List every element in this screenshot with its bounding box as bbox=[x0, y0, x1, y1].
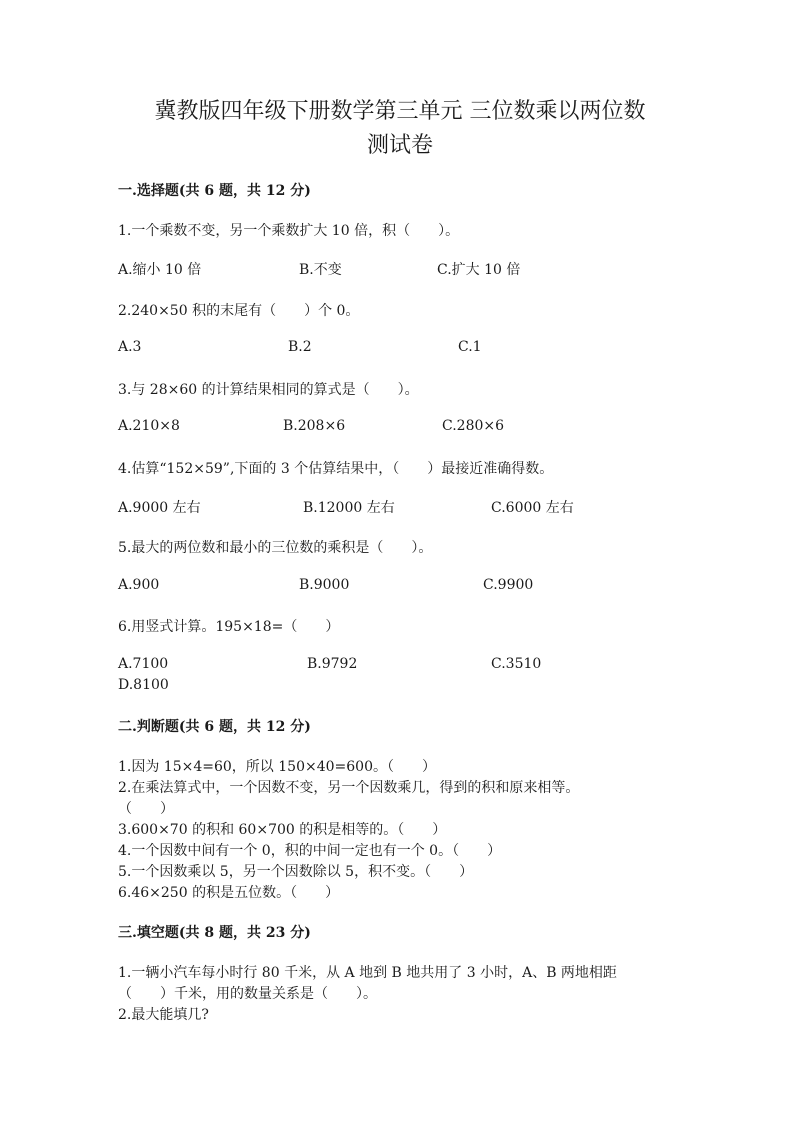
question-6-option-a: A.7100 bbox=[118, 656, 169, 672]
question-2-option-c: C.1 bbox=[458, 339, 482, 355]
section-heading-fill-blank: 三.填空题(共 8 题，共 23 分) bbox=[118, 925, 311, 941]
question-2-option-a: A.3 bbox=[118, 339, 142, 355]
fill-line-2: 2.最大能填几? bbox=[118, 1007, 209, 1023]
judgment-line-4: 4.一个因数中间有一个 0，积的中间一定也有一个 0。（ ） bbox=[118, 843, 502, 859]
judgment-line-3: 3.600×70 的积和 60×700 的积是相等的。（ ） bbox=[118, 822, 447, 838]
section-heading-choice: 一.选择题(共 6 题，共 12 分) bbox=[118, 183, 311, 199]
judgment-line-6: 6.46×250 的积是五位数。（ ） bbox=[118, 885, 340, 901]
question-4-option-b: B.12000 左右 bbox=[303, 500, 395, 516]
question-1-option-b: B.不变 bbox=[299, 262, 342, 278]
judgment-line-1: 1.因为 15×4=60，所以 150×40=600。（ ） bbox=[118, 759, 436, 775]
question-6-option-d: D.8100 bbox=[118, 677, 169, 693]
question-4-stem: 4.估算“152×59”,下面的 3 个估算结果中，（ ）最接近准确得数。 bbox=[118, 461, 554, 477]
question-2-option-b: B.2 bbox=[288, 339, 312, 355]
judgment-line-2: 2.在乘法算式中，一个因数不变，另一个因数乘几，得到的积和原来相等。 bbox=[118, 780, 580, 796]
question-4-option-c: C.6000 左右 bbox=[491, 500, 574, 516]
question-1-stem: 1.一个乘数不变，另一个乘数扩大 10 倍，积（ ）。 bbox=[118, 223, 460, 239]
question-6-option-b: B.9792 bbox=[307, 656, 358, 672]
section-heading-judgment: 二.判断题(共 6 题，共 12 分) bbox=[118, 719, 311, 735]
question-3-stem: 3.与 28×60 的计算结果相同的算式是（ ）。 bbox=[118, 382, 419, 398]
fill-line-1: 1.一辆小汽车每小时行 80 千米，从 A 地到 B 地共用了 3 小时，A、B 两地相距 bbox=[118, 965, 617, 981]
question-5-option-c: C.9900 bbox=[483, 577, 534, 593]
question-4-option-a: A.9000 左右 bbox=[118, 500, 201, 516]
question-3-option-c: C.280×6 bbox=[442, 418, 505, 434]
question-6-option-c: C.3510 bbox=[491, 656, 542, 672]
judgment-line-5: 5.一个因数乘以 5，另一个因数除以 5，积不变。（ ） bbox=[118, 864, 474, 880]
question-2-stem: 2.240×50 积的末尾有（ ）个 0。 bbox=[118, 303, 360, 319]
question-3-option-b: B.208×6 bbox=[283, 418, 346, 434]
question-1-option-a: A.缩小 10 倍 bbox=[118, 262, 202, 278]
question-5-option-a: A.900 bbox=[118, 577, 160, 593]
question-1-option-c: C.扩大 10 倍 bbox=[437, 262, 521, 278]
judgment-line-2-cont: （ ） bbox=[118, 801, 174, 817]
question-6-stem: 6.用竖式计算。195×18=（ ） bbox=[118, 619, 340, 635]
question-5-option-b: B.9000 bbox=[299, 577, 350, 593]
page-title-line-2: 测试卷 bbox=[366, 133, 433, 158]
page-title-line-1: 冀教版四年级下册数学第三单元 三位数乘以两位数 bbox=[154, 99, 646, 124]
fill-line-1-cont: （ ）千米，用的数量关系是（ ）。 bbox=[118, 986, 377, 1002]
question-3-option-a: A.210×8 bbox=[118, 418, 180, 434]
question-5-stem: 5.最大的两位数和最小的三位数的乘积是（ ）。 bbox=[118, 540, 433, 556]
